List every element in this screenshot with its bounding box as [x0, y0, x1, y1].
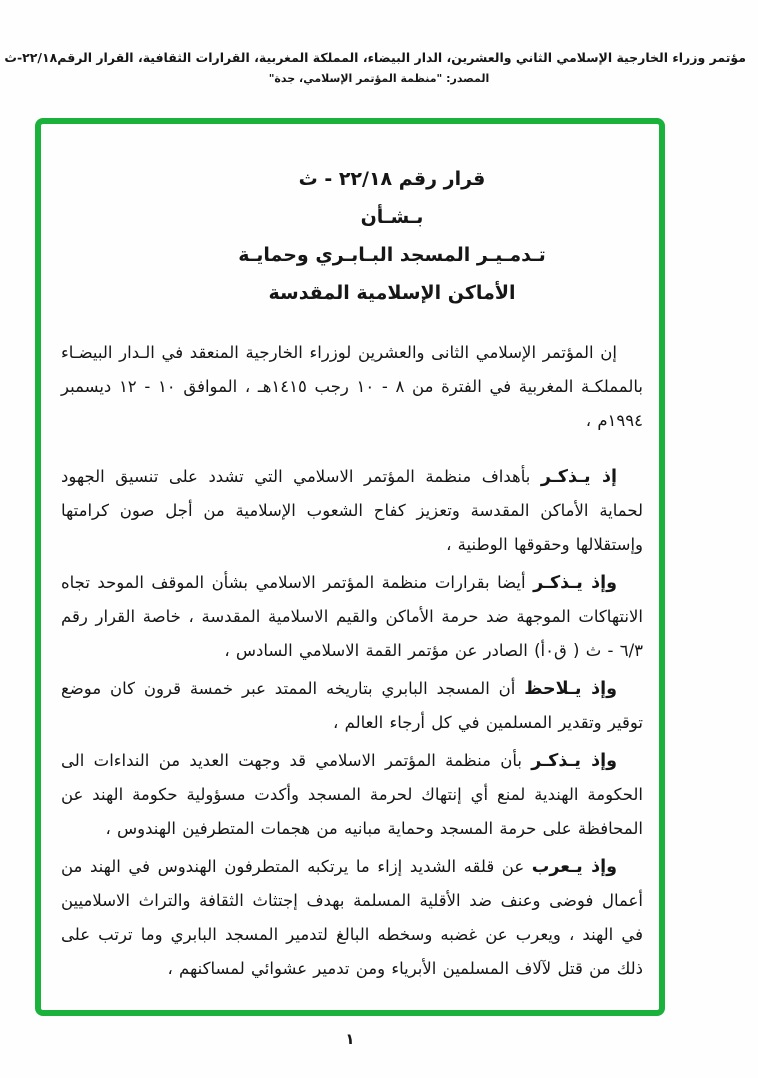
- paragraph-text: أيضا بقرارات منظمة المؤتمر الاسلامي بشأن الموقف الموحد تجاه الانتهاكات الموجهة ضد حرمة الأماكن والقيم الاسلامية المقدسة ، خاصة القرار رقم ٦/٣ - ث ( ق٠أ) الصادر عن مؤتمر القمة الاسلامي السادس ،: [61, 573, 643, 660]
- recalling-appeals-paragraph: [61, 744, 643, 846]
- resolution-subject-line-1: تـدمـيـر المسجد البـابـري وحمايـة: [238, 244, 546, 266]
- paragraph-text: أن المسجد البابري بتاريخه الممتد عبر خمسة قرون كان موضع توقير وتقدير المسلمين في كل أرجاء العالم ،: [61, 679, 643, 732]
- recalling-also-paragraph: [61, 566, 643, 668]
- header-source-line: مؤتمر وزراء الخارجية الإسلامي الثاني والعشرين، الدار البيضاء، المملكة المغربية، القرارات الثقافية، القرار الرقم٢٢/١٨-ث: [4, 50, 746, 65]
- header-publisher-line: المصدر: "منظمة المؤتمر الإسلامي، جدة": [268, 72, 490, 85]
- paragraph-lead: وإذ يـلاحظ: [524, 679, 617, 699]
- preamble-paragraph: [61, 336, 643, 438]
- paragraph-lead: إذ يـذكـر: [540, 467, 617, 487]
- paragraph-lead: وإذ يـعرب: [531, 857, 617, 877]
- paragraph-text: عن قلقه الشديد إزاء ما يرتكبه المتطرفون الهندوس في الهند من أعمال فوضى وعنف ضد الأقلية المسلمة بهدف إجتثاث الثقافة والتراث الاسلاميين في الهند ، ويعرب عن غضبه وسخطه البالغ لتدمير المسجد البابري وما ترتب على ذلك من قتل لآلاف المسلمين الأبرياء ومن تدمير عشوائي لمساكنهم ،: [61, 857, 643, 978]
- noting-paragraph: [61, 672, 643, 740]
- recalling-paragraph: [61, 460, 643, 562]
- paragraph-text: إن المؤتمر الإسلامي الثانى والعشرين لوزراء الخارجية المنعقد في الـدار البيضـاء بالمملكـة المغربية في الفترة من ٨ - ١٠ رجب ١٤١٥هـ ، الموافق ١٠ - ١٢ ديسمبر ١٩٩٤م ،: [61, 343, 643, 430]
- resolution-title: [181, 160, 603, 312]
- resolution-number-line: قرار رقم ٢٢/١٨ - ث: [298, 168, 486, 190]
- decorative-green-border-box: [35, 118, 665, 1016]
- page-number: ١: [345, 1030, 355, 1048]
- document-header: [4, 50, 746, 85]
- expressing-concern-paragraph: [61, 850, 643, 986]
- resolution-regarding-line: بـشـأن: [360, 206, 424, 228]
- paragraph-text: بأهداف منظمة المؤتمر الاسلامي التي تشدد على تنسيق الجهود لحماية الأماكن المقدسة وتعزيز كفاح الشعوب الإسلامية من أجل صون كرامتها وإستقلالها وحقوقها الوطنية ،: [61, 467, 643, 554]
- resolution-subject-line-2: الأماكن الإسلامية المقدسة: [268, 282, 516, 304]
- paragraph-lead: وإذ يـذكـر: [531, 751, 618, 771]
- paragraph-text: بأن منظمة المؤتمر الاسلامي قد وجهت العديد من النداءات الى الحكومة الهندية لمنع أي إنتهاك لحرمة المسجد وأكدت مسؤولية حكومة الهند عن المحافظة على حرمة المسجد وحماية مبانيه من هجمات المتطرفين الهندوس ،: [61, 751, 643, 838]
- paragraph-lead: وإذ يـذكـر: [533, 573, 617, 593]
